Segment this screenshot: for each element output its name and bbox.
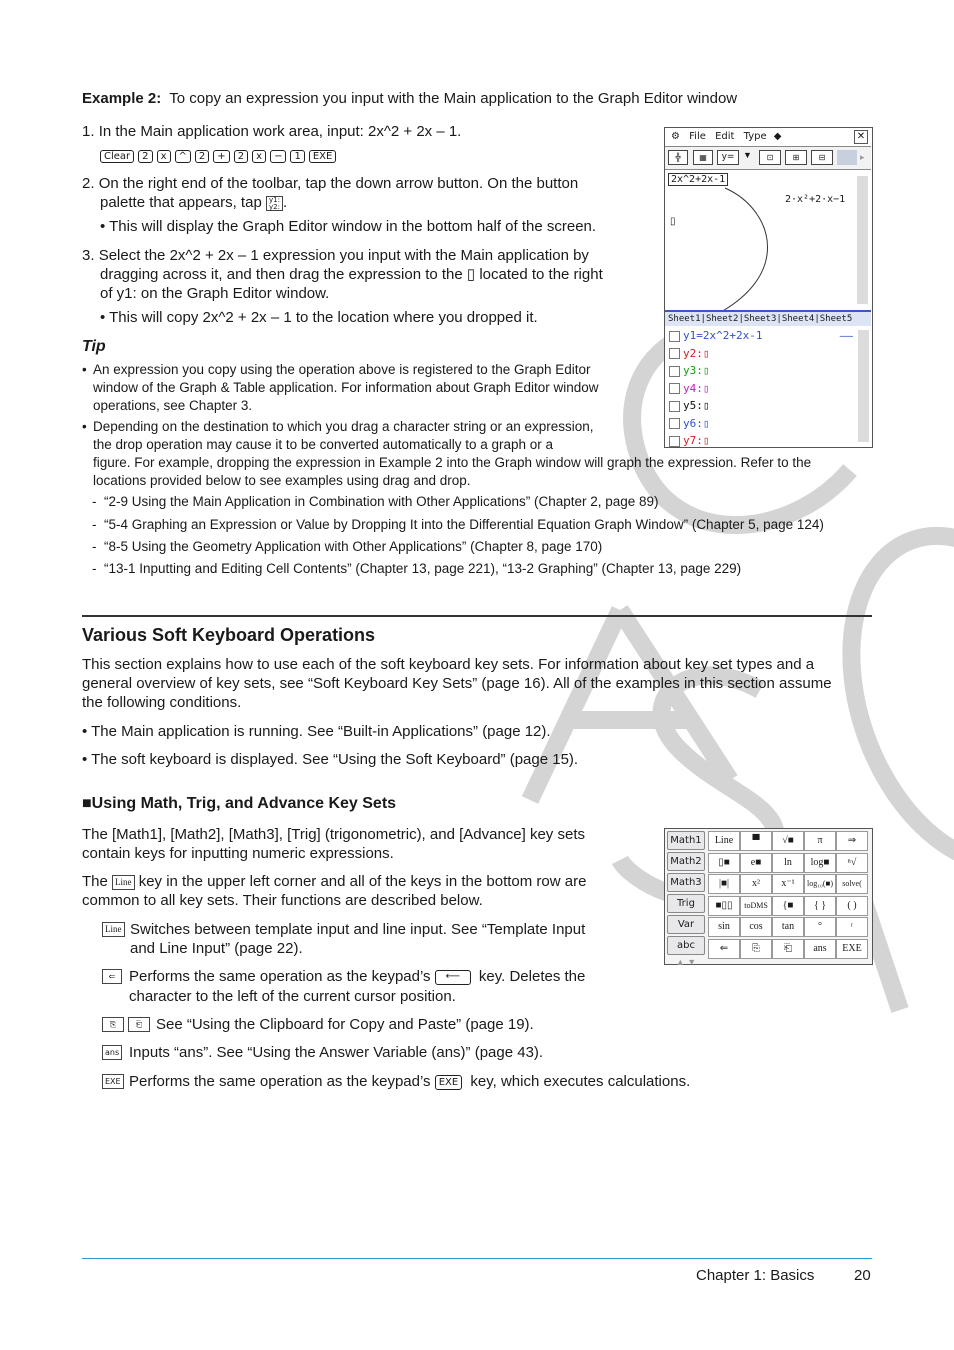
axes-icon[interactable]: ╬ [668, 150, 688, 165]
tab-sheet5[interactable]: Sheet5 [819, 314, 853, 324]
tab-trig[interactable]: Trig [667, 894, 705, 913]
result-expression: 2·x²+2·x−1 [785, 194, 846, 205]
tab-sheet2[interactable]: Sheet2 [705, 314, 739, 324]
keypad-backspace-icon: ⟵ [435, 970, 471, 985]
keyboard-grid [708, 831, 870, 962]
line-key-icon: Line [112, 875, 135, 890]
tip-b1-line1: An expression you copy using the operation above is registered to the Graph Editor [93, 362, 591, 377]
menu-file[interactable]: File [689, 131, 706, 142]
section-intro-l3: the following conditions. [82, 694, 242, 711]
text: Performs the same operation as the keypad’s [129, 968, 431, 985]
sub-p1-l2: contain keys for inputting numeric expressions. [82, 845, 394, 862]
key-2: 2 [234, 150, 248, 163]
ans-desc: Inputs “ans”. See “Using the Answer Variable (ans)” (page 43). [129, 1044, 544, 1061]
tip-ref: - “5-4 Graphing an Expression or Value by Dropping It into the Differential Equation Graph Window” (Chapter 5, page 124) [92, 517, 824, 532]
graph-function-row[interactable] [665, 345, 855, 363]
key-x: x [252, 150, 266, 163]
keyboard-key[interactable]: solve( [836, 874, 868, 894]
exe-desc [129, 1072, 690, 1092]
text: The [82, 873, 108, 890]
text: key. Deletes the [478, 968, 586, 985]
backspace-key-icon: ⇐ [102, 969, 122, 984]
keyboard-key[interactable]: ▀ [740, 831, 772, 851]
keyboard-key[interactable]: {■ [772, 896, 804, 916]
keyboard-key[interactable]: toDMS [740, 896, 772, 916]
keyboard-key[interactable]: ( ) [836, 896, 868, 916]
example-text: To copy an expression you input with the Main application to the Graph Editor window [169, 90, 738, 107]
keyboard-key[interactable]: ans [804, 939, 836, 959]
function-label: y3:▯ [683, 364, 710, 377]
line-desc-l1: Switches between template input and line input. See “Template Input [130, 921, 586, 938]
dropdown-arrow-icon[interactable]: ▼ [743, 150, 752, 160]
step-3-line3: of y1: on the Graph Editor window. [100, 285, 330, 302]
sub-p1-l1: The [Math1], [Math2], [Math3], [Trig] (trigonometric), and [Advance] key sets [82, 826, 585, 843]
menu-more-icon[interactable]: ◆ [773, 131, 782, 142]
key-minus: − [270, 150, 286, 163]
step-text: On the right end of the toolbar, tap the down arrow button. On the button [98, 175, 579, 192]
scroll-arrows-icon[interactable]: ▲ ▼ [675, 957, 697, 967]
step-text: In the Main application work area, input: 2x^2 + 2x – 1. [98, 123, 462, 140]
key-2: 2 [138, 150, 152, 163]
step-3-line2: dragging across it, and then drag the expression to the ▯ located to the right [100, 266, 603, 283]
keyboard-key[interactable]: e■ [740, 853, 772, 873]
sub-p2-l2: common to all key sets. Their functions are described below. [82, 892, 483, 909]
tab-sheet4[interactable]: Sheet4 [781, 314, 815, 324]
keyboard-key[interactable]: tan [772, 917, 804, 937]
ans-key-icon: ans [102, 1045, 122, 1060]
graph-function-row[interactable] [665, 415, 855, 433]
function-label: y2:▯ [683, 346, 710, 360]
function-label: y6:▯ [683, 416, 710, 430]
key-plus: + [213, 150, 229, 163]
checkbox[interactable] [669, 331, 680, 342]
keyset-tabs [667, 831, 705, 967]
zoom-in-icon[interactable]: ⊞ [785, 150, 807, 165]
keyboard-key[interactable]: ⇐ [708, 939, 740, 959]
tip-b2-line4: locations provided below to see examples using drag and drop. [93, 473, 471, 488]
square-bullet-icon: ■ [82, 795, 92, 812]
checkbox[interactable] [669, 383, 680, 394]
function-label: y4:▯ [683, 381, 710, 395]
reference-text: “8-5 Using the Geometry Application with Other Applications” (Chapter 8, page 170) [104, 539, 603, 554]
step-2-bullet: • This will display the Graph Editor window in the bottom half of the screen. [100, 218, 597, 235]
reference-text: “13-1 Inputting and Editing Cell Contents” (Chapter 13, page 221), “13-2 Graphing” (Chapter 13, page 229) [104, 561, 742, 576]
condition-2: • The soft keyboard is displayed. See “Using the Soft Keyboard” (page 15). [82, 751, 579, 768]
toolbar-right-arrow-icon[interactable]: ▸ [860, 152, 865, 162]
keyboard-key[interactable]: log■ [804, 853, 836, 873]
graph-function-row[interactable] [665, 362, 855, 380]
keyboard-key[interactable]: π [804, 831, 836, 851]
tip-b2-line1: Depending on the destination to which you drag a character string or an expression, [93, 419, 594, 434]
step-2 [82, 174, 578, 194]
step-number: 2. [82, 175, 95, 192]
main-work-area [665, 170, 871, 312]
table-icon[interactable]: ▦ [693, 150, 713, 165]
keyboard-key[interactable]: ■▯▯ [708, 896, 740, 916]
tip-b1-line3: operations, see Chapter 3. [93, 398, 253, 413]
graph-function-row[interactable] [665, 432, 855, 450]
tip-ref: - “2-9 Using the Main Application in Combination with Other Applications” (Chapter 2, page 89) [92, 494, 659, 509]
step-number: 1. [82, 123, 95, 140]
section-title: Various Soft Keyboard Operations [82, 625, 376, 645]
tip-bullet-1: • [82, 362, 87, 377]
keyboard-key[interactable]: x⁻¹ [772, 874, 804, 894]
keyboard-key[interactable]: ▯■ [708, 853, 740, 873]
tip-b2-line2: the drop operation may cause it to be converted automatically to a graph or a [93, 437, 554, 452]
keyboard-key[interactable]: { } [804, 896, 836, 916]
text: Performs the same operation as the keypad’s [129, 1073, 431, 1090]
toolbar [665, 147, 871, 170]
line-desc-l2: and Line Input” (page 22). [130, 940, 303, 957]
copy-key-icon: ⎘ [102, 1017, 124, 1032]
keyboard-key[interactable]: ⁿ√ [836, 853, 868, 873]
work-area-scrollbar[interactable] [857, 176, 868, 304]
graph-editor-list [665, 327, 855, 450]
keyboard-key[interactable]: √■ [772, 831, 804, 851]
footer-page-number: 20 [854, 1267, 871, 1284]
checkbox[interactable] [669, 401, 680, 412]
input-expression[interactable]: 2x^2+2x-1 [668, 173, 728, 186]
graph-function-row[interactable] [665, 380, 855, 398]
backspace-desc-l2: character to the left of the current cursor position. [129, 988, 456, 1005]
reference-text: “2-9 Using the Main Application in Combination with Other Applications” (Chapter 2, page 89) [104, 494, 659, 509]
keyboard-key[interactable]: ⎘ [740, 939, 772, 959]
footer-rule [82, 1258, 872, 1259]
section-intro-l2: general overview of key sets, see “Soft Keyboard Key Sets” (page 16). All of the examples in this section assume [82, 675, 832, 692]
soft-keyboard-screen [664, 828, 873, 965]
function-label: y1=2x^2+2x-1 [683, 329, 763, 342]
section-intro-l1: This section explains how to use each of the soft keyboard key sets. For information about key set types and a [82, 656, 815, 673]
section-divider [82, 615, 872, 617]
drag-path-arrow [665, 170, 865, 310]
tab-sheet3[interactable]: Sheet3 [743, 314, 777, 324]
keypad-exe-icon: EXE [435, 1075, 463, 1090]
tip-bullet-2: • [82, 419, 87, 434]
key-power: ^ [175, 150, 191, 163]
keyboard-key[interactable]: ⇒ [836, 831, 868, 851]
tab-math2[interactable]: Math2 [667, 852, 705, 871]
tab-math3[interactable]: Math3 [667, 873, 705, 892]
keyboard-key[interactable]: ° [804, 917, 836, 937]
toolbar-scroll[interactable] [837, 150, 857, 165]
checkbox[interactable] [669, 436, 680, 447]
function-label: y7:▯ [683, 434, 710, 447]
key-exe: EXE [309, 150, 337, 163]
tab-sheet1[interactable]: Sheet1 [668, 314, 701, 324]
backspace-desc-l1 [129, 967, 585, 987]
key-clear: Clear [100, 150, 134, 163]
condition-1: • The Main application is running. See “Built-in Applications” (page 12). [82, 723, 551, 740]
tip-ref: - “8-5 Using the Geometry Application with Other Applications” (Chapter 8, page 170) [92, 539, 603, 554]
y-equals-button[interactable]: y= [717, 150, 739, 165]
sub-p2-l1 [82, 872, 586, 892]
step-3-bullet: • This will copy 2x^2 + 2x – 1 to the location where you dropped it. [100, 309, 538, 326]
clipboard-desc: See “Using the Clipboard for Copy and Paste” (page 19). [156, 1016, 534, 1033]
input-cursor-box[interactable]: ▯ [670, 216, 676, 227]
menu-type[interactable]: Type [743, 131, 767, 142]
zoom-box-icon[interactable]: ⊡ [759, 150, 781, 165]
example-heading [82, 89, 737, 109]
text: key, which executes calculations. [470, 1073, 691, 1090]
key-2: 2 [195, 150, 209, 163]
tip-title: Tip [82, 338, 106, 355]
keyboard-key[interactable]: sin [708, 917, 740, 937]
step-3 [82, 246, 589, 266]
tip-b2-line3: figure. For example, dropping the expression in Example 2 into the Graph window will graph the expression. Refer to the [93, 455, 812, 470]
checkbox[interactable] [669, 418, 680, 429]
step-2-line2: palette that appears, tap y1: y2: . [100, 194, 288, 211]
graph-editor-icon: y1: y2: [266, 196, 283, 211]
tab-abc[interactable]: abc [667, 936, 705, 955]
example-label: Example 2: [82, 90, 162, 107]
zoom-out-icon[interactable]: ⊟ [811, 150, 833, 165]
tab-math1[interactable]: Math1 [667, 831, 705, 850]
function-label: y5:▯ [683, 399, 710, 412]
line-style-icon: —— [839, 329, 853, 342]
exe-key-icon: EXE [102, 1074, 124, 1089]
step-text: palette that appears, tap [100, 194, 262, 211]
step-text: Select the 2x^2 + 2x – 1 expression you input with the Main application by [98, 247, 589, 264]
keyboard-key[interactable]: ln [772, 853, 804, 873]
key-x: x [157, 150, 171, 163]
tab-var[interactable]: Var [667, 915, 705, 934]
keyboard-key[interactable]: ⎗ [772, 939, 804, 959]
subsection-title-text: Using Math, Trig, and Advance Key Sets [91, 795, 397, 812]
graph-function-row[interactable] [665, 397, 855, 415]
checkbox[interactable] [669, 366, 680, 377]
step-number: 3. [82, 247, 95, 264]
menu-bar [665, 128, 871, 147]
classpad-screen-graph-editor [664, 127, 873, 448]
keyboard-key[interactable]: ʳ [836, 917, 868, 937]
subsection-title [82, 795, 396, 813]
step-1 [82, 122, 461, 142]
tip-b1-line2: window of the Graph & Table application. For information about Graph Editor window [93, 380, 599, 395]
keyboard-key[interactable]: EXE [836, 939, 868, 959]
tip-ref: - “13-1 Inputting and Editing Cell Contents” (Chapter 13, page 221), “13-2 Graphing” (Chapter 13, page 229) [92, 561, 742, 576]
keyboard-key[interactable]: log₁₀(■) [804, 874, 836, 894]
step-1-keys [100, 148, 340, 166]
keyboard-key[interactable]: Line [708, 831, 740, 851]
keyboard-key[interactable]: cos [740, 917, 772, 937]
keyboard-key[interactable]: |■| [708, 874, 740, 894]
settings-icon[interactable]: ⚙ [671, 131, 680, 142]
key-1: 1 [290, 150, 304, 163]
checkbox[interactable] [669, 348, 680, 359]
line-key-icon: Line [102, 922, 125, 937]
graph-function-row[interactable] [665, 327, 855, 345]
paste-key-icon: ⎗ [128, 1017, 150, 1032]
footer-chapter: Chapter 1: Basics [696, 1267, 815, 1284]
text: key in the upper left corner and all of the keys in the bottom row are [138, 873, 587, 890]
keyboard-key[interactable]: x² [740, 874, 772, 894]
sheet-tabs: Sheet1|Sheet2|Sheet3|Sheet4|Sheet5 [665, 312, 871, 326]
reference-text: “5-4 Graphing an Expression or Value by Dropping It into the Differential Equation Graph Window” (Chapter 5, page 124) [104, 517, 824, 532]
menu-edit[interactable]: Edit [715, 131, 735, 142]
graph-editor-scrollbar[interactable] [858, 330, 869, 442]
close-icon[interactable]: ✕ [854, 130, 868, 144]
